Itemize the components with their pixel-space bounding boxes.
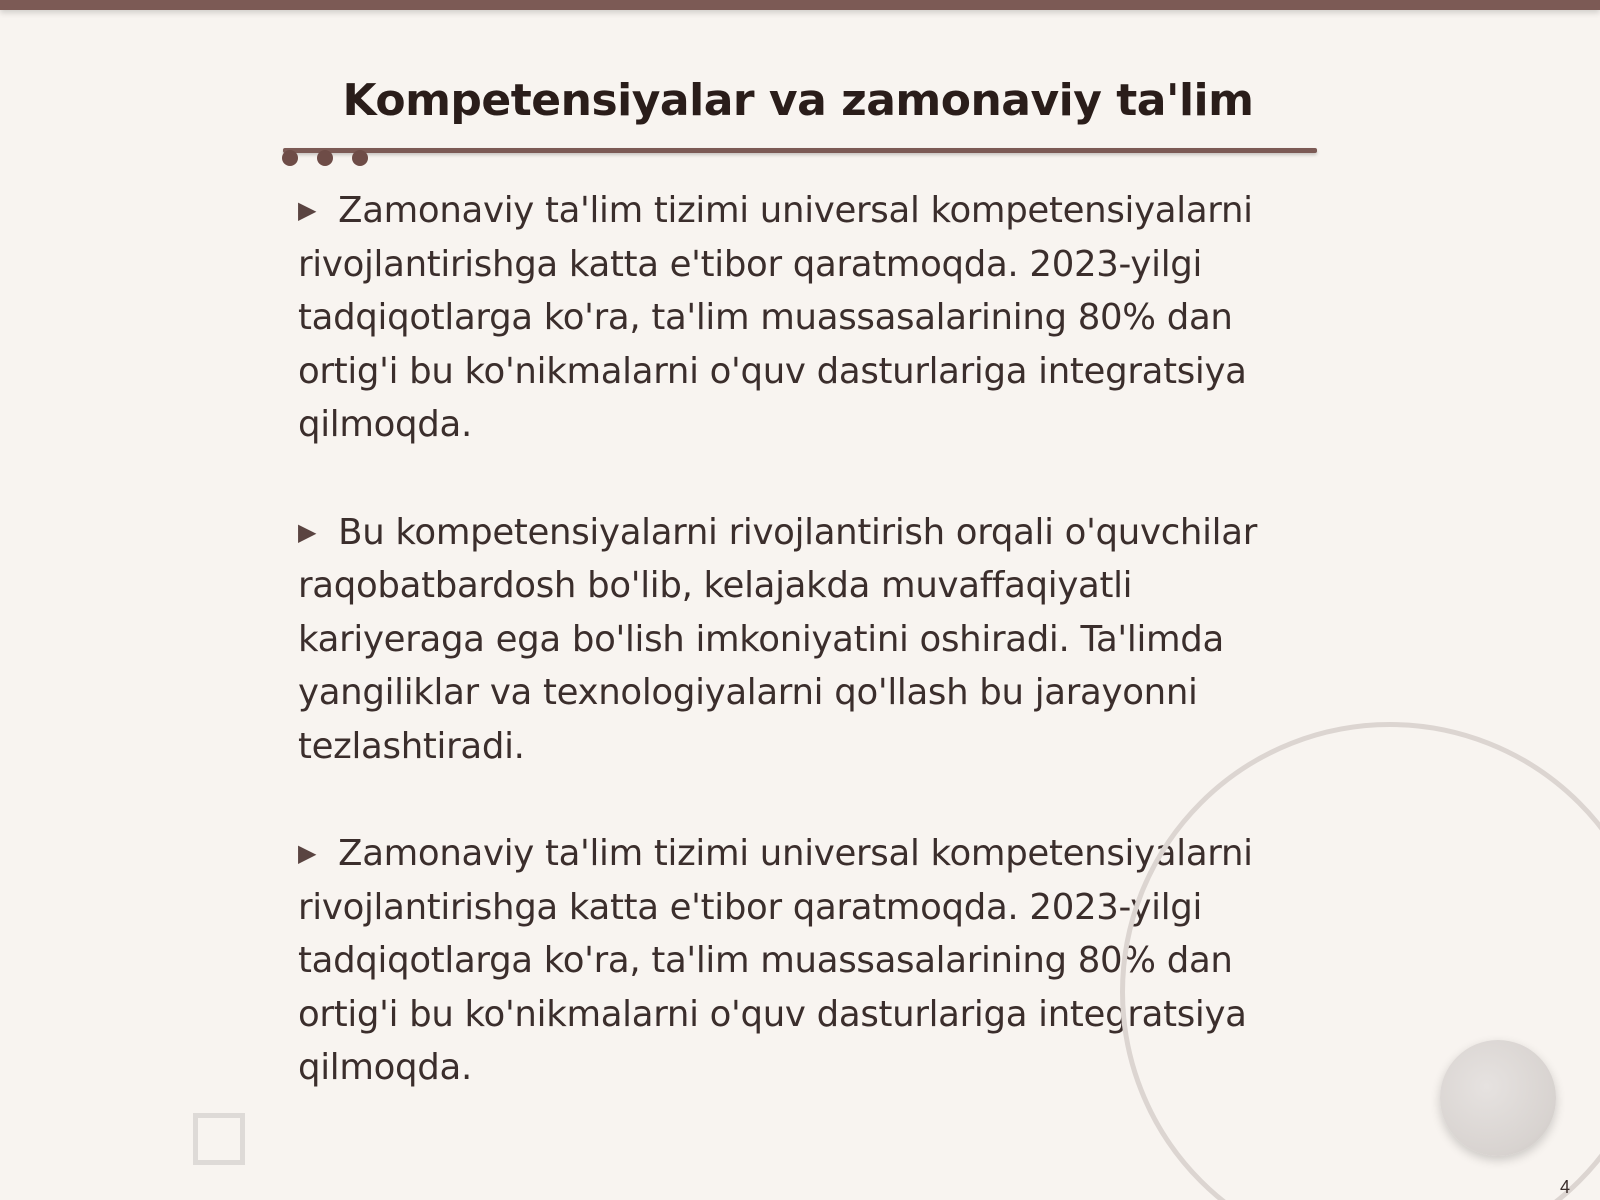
triangle-bullet-icon: ▶	[298, 839, 317, 867]
underline-dot	[317, 150, 333, 166]
paragraph-text: Zamonaviy ta'lim tizimi universal kompetensiyalarni rivojlantirishga katta e'tibor qaratmoqda. 2023-yilgi tadqiqotlarga ko'ra, ta'lim muassasalarining 80% dan ortig'i bu ko'nikmalarni o'quv dasturlariga integratsiya qilmoqda.	[298, 190, 1253, 445]
decorative-disc	[1440, 1040, 1556, 1156]
paragraph-text: Bu kompetensiyalarni rivojlantirish orqali o'quvchilar raqobatbardosh bo'lib, kelajakda muvaffaqiyatli kariyeraga ega bo'lish imkoniyatini oshiradi. Ta'limda yangiliklar va texnologiyalarni qo'llash bu jarayonni tezlashtiradi.	[298, 511, 1257, 767]
title-underline	[283, 148, 1317, 153]
top-accent-bar	[0, 0, 1600, 10]
slide-title: Kompetensiyalar va zamonaviy ta'lim	[342, 75, 1254, 126]
paragraph-text: Zamonaviy ta'lim tizimi universal kompetensiyalarni rivojlantirishga katta e'tibor qaratmoqda. 2023-yilgi tadqiqotlarga ko'ra, ta'lim muassasalarining 80% dan ortig'i bu ko'nikmalarni o'quv dasturlariga integratsiya qilmoqda.	[298, 833, 1253, 1088]
bullet-paragraph	[298, 506, 1318, 774]
triangle-bullet-icon: ▶	[298, 196, 317, 224]
bullet-paragraph	[298, 184, 1318, 452]
underline-dot	[282, 150, 298, 166]
underline-dot	[352, 150, 368, 166]
triangle-bullet-icon: ▶	[298, 517, 317, 546]
decorative-square	[193, 1113, 245, 1165]
page-number: 4	[1559, 1177, 1570, 1197]
